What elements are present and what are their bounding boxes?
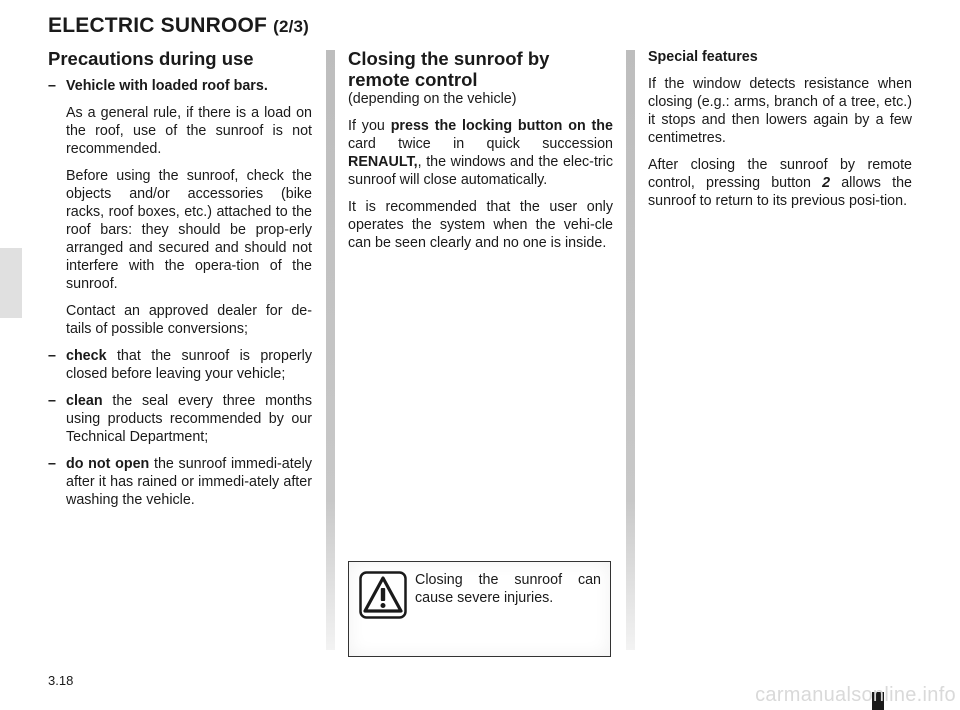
watermark: carmanualsonline.info	[755, 684, 956, 706]
precautions-heading: Precautions during use	[48, 48, 254, 69]
precautions-column	[48, 48, 312, 518]
list-item-keyword: check	[66, 348, 107, 364]
text-run-bold: press the locking button on the	[390, 118, 613, 134]
text-run: If you	[348, 118, 391, 134]
list-item-text	[66, 455, 312, 509]
page-title-main: ELECTRIC SUNROOF	[48, 14, 268, 37]
button-number: 2	[822, 175, 831, 191]
page-title-suffix: (2/3)	[273, 17, 310, 36]
list-dash: –	[48, 456, 56, 472]
list-item-paragraph: Before using the sunroof, check the objects and/or accessories (bike racks, roof boxes, etc.) attached to the roof bars: they should be prop-erly arranged and secured and should not interfere with the opera-tion of the sunroof.	[66, 168, 312, 292]
column-divider-1	[326, 50, 335, 650]
list-item-body: the seal every three months using products recommended by our Technical Department;	[66, 393, 312, 445]
list-item-body: that the sunroof is properly closed before leaving your vehicle;	[66, 348, 312, 382]
remote-closing-column	[348, 48, 613, 261]
text-run: , the windows and the elec-tric sunroof will close automatically.	[348, 154, 613, 188]
remote-closing-heading: Closing the sunroof by remote control	[348, 48, 550, 90]
list-item-lead: Vehicle with loaded roof bars.	[66, 78, 268, 94]
list-item-keyword: clean	[66, 393, 103, 409]
list-item-body: the sunroof immedi-ately after it has rained or immedi-ately after washing the vehicle.	[66, 456, 312, 508]
special-features-heading: Special features	[648, 49, 758, 65]
section-side-tab	[0, 248, 22, 318]
list-item	[48, 455, 312, 509]
list-item	[48, 347, 312, 383]
list-item-paragraph: As a general rule, if there is a load on the roof, use of the sunroof is not recommended.	[66, 105, 312, 157]
special-features-column	[648, 48, 912, 219]
remote-closing-paragraph-2: It is recommended that the user only operates the system when the vehi-cle can be seen clearly and no one is inside.	[348, 199, 613, 251]
text-run-bold: RENAULT,	[348, 154, 418, 170]
list-dash: –	[48, 78, 56, 94]
warning-triangle-icon	[359, 571, 407, 619]
list-item-text	[66, 347, 312, 383]
warning-box	[348, 561, 611, 657]
special-features-paragraph-2	[648, 156, 912, 210]
remote-closing-subheading: (depending on the vehicle)	[348, 91, 517, 107]
list-dash: –	[48, 348, 56, 364]
list-item	[48, 77, 312, 338]
text-run: After closing the sunroof by remote control, pressing button	[648, 157, 912, 191]
special-features-paragraph-1: If the window detects resistance when closing (e.g.: arms, branch of a tree, etc.) it stops and then lowers again by a few centimetres.	[648, 76, 912, 146]
remote-closing-paragraph-1	[348, 117, 613, 189]
warning-text: Closing the sunroof can cause severe injuries.	[415, 572, 601, 606]
text-run: card twice in quick succession	[348, 136, 613, 152]
list-item-keyword: do not open	[66, 456, 150, 472]
page-number: 3.18	[48, 673, 74, 688]
list-item-paragraph: Contact an approved dealer for de-tails of possible conversions;	[66, 303, 312, 337]
text-run: allows the sunroof to return to its previous posi-tion.	[648, 175, 912, 209]
column-divider-2	[626, 50, 635, 650]
list-item	[48, 392, 312, 446]
list-dash: –	[48, 393, 56, 409]
page-title	[48, 14, 309, 38]
list-item-text	[66, 392, 312, 446]
